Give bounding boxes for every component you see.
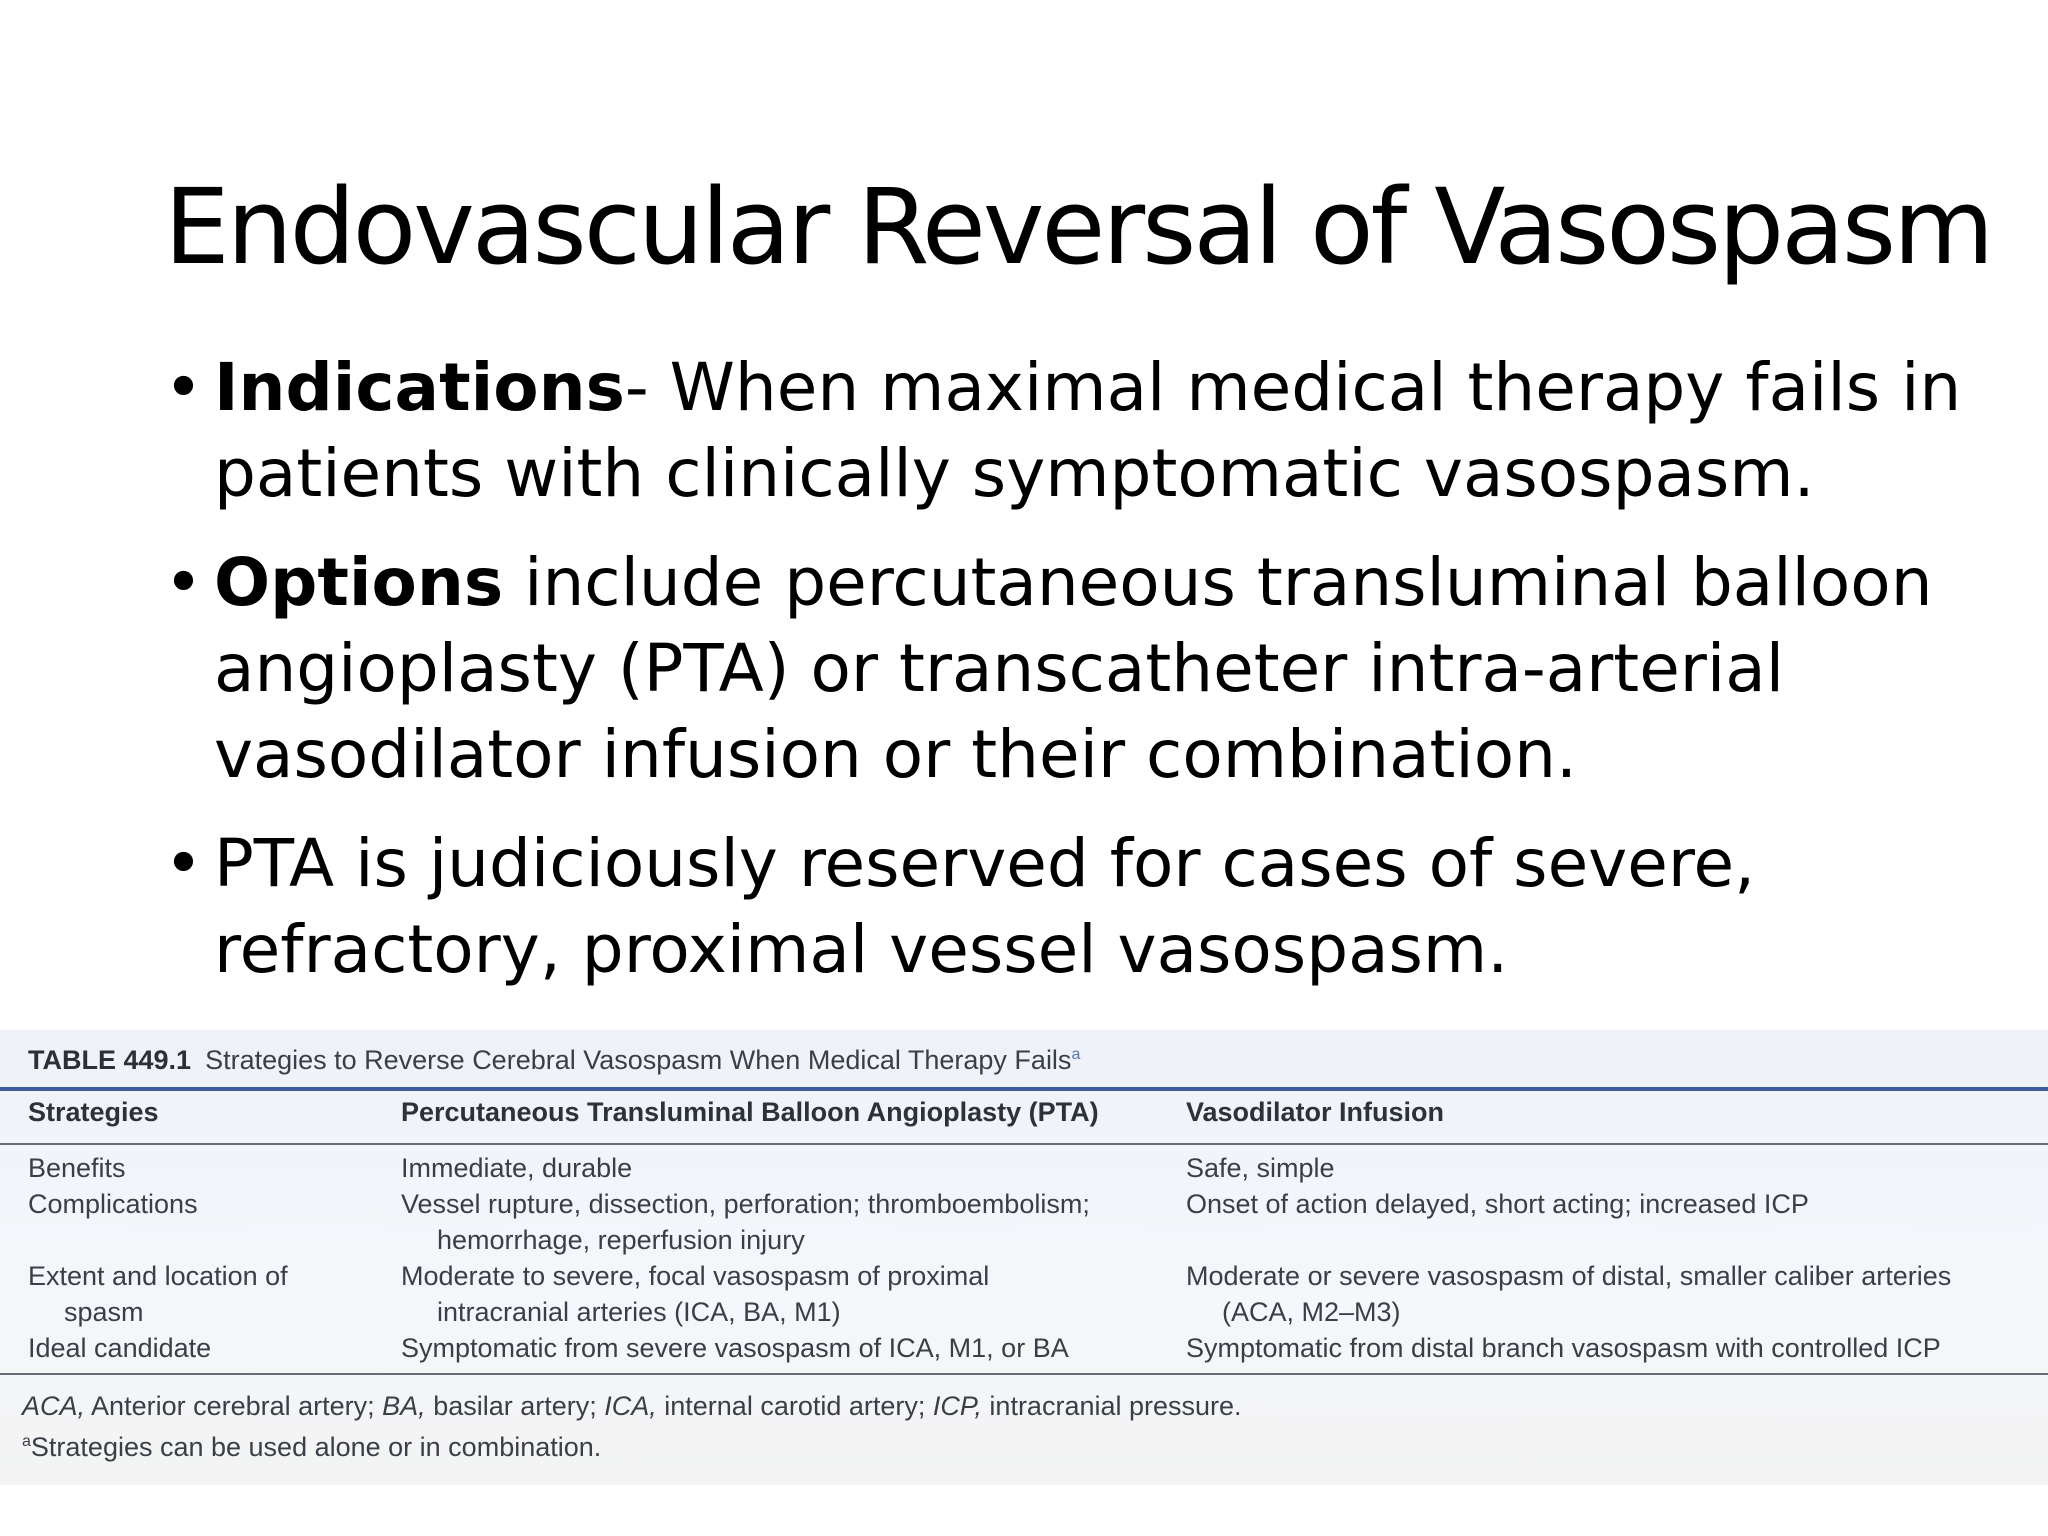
cell-pta: Moderate to severe, focal vasospasm of proximal [401,1261,990,1291]
table-bottom-rule [0,1373,2048,1375]
cell-pta: Vessel rupture, dissection, perforation; thromboembolism; [401,1189,1090,1219]
footnote-def: intracranial pressure. [981,1391,1242,1421]
bullet-item-pta [164,821,1964,993]
footnote-abbr: ICP, [932,1391,982,1421]
table-caption-text: Strategies to Reverse Cerebral Vasospasm When Medical Therapy Fails [205,1045,1072,1075]
footnote-def: basilar artery; [425,1391,605,1421]
footnote-abbr: BA, [382,1391,426,1421]
bullet-text: include percutaneous transluminal balloon angioplasty (PTA) or transcatheter intra-arterial vasodilator infusion or their combination. [214,544,1933,793]
cell-strategy: Extent and location of [28,1261,288,1291]
bullet-text: - When maximal medical therapy fails in patients with clinically symptomatic vasospasm. [214,349,1962,512]
cell-strategy: Ideal candidate [28,1333,212,1363]
bullet-text: PTA is judiciously reserved for cases of severe, refractory, proximal vessel vasospasm. [214,825,1756,988]
strategies-table [0,1030,2048,1485]
cell-vasodilator: Symptomatic from distal branch vasospasm with controlled ICP [1186,1333,1941,1363]
footnote-def: internal carotid artery; [656,1391,933,1421]
cell-strategy: Benefits [28,1153,126,1183]
table-header-rule [0,1143,2048,1145]
footnote-abbr: ICA, [604,1391,657,1421]
cell-pta: Immediate, durable [401,1153,633,1183]
bullet-bold-term: Indications [214,349,625,426]
table-caption [28,1045,1080,1076]
cell-strategy: spasm [64,1297,144,1327]
footnote-abbreviations [22,1388,1242,1424]
cell-pta: intracranial arteries (ICA, BA, M1) [437,1297,841,1327]
bullet-list [164,345,1964,1016]
bullet-dot-icon: • [164,825,203,902]
footnote-strategies [22,1424,1242,1465]
table-footnotes [22,1388,1242,1465]
cell-strategy: Complications [28,1189,198,1219]
cell-vasodilator: Moderate or severe vasospasm of distal, smaller caliber arteries [1186,1261,1952,1291]
header-strategies: Strategies [28,1097,159,1127]
bullet-bold-term: Options [214,544,504,621]
bullet-item-options [164,540,1964,798]
table-top-rule [0,1087,2048,1091]
cell-pta: hemorrhage, reperfusion injury [437,1225,805,1255]
cell-pta: Symptomatic from severe vasospasm of ICA, M1, or BA [401,1333,1069,1363]
header-vasodilator: Vasodilator Infusion [1186,1097,1445,1127]
footnote-mark: a [22,1433,31,1450]
header-pta: Percutaneous Transluminal Balloon Angioplasty (PTA) [401,1097,1099,1127]
slide-title: Endovascular Reversal of Vasospasm [164,166,1992,288]
footnote-text: Strategies can be used alone or in combination. [30,1432,602,1462]
footnote-abbr: ACA, [22,1391,86,1421]
cell-vasodilator: (ACA, M2–M3) [1222,1297,1401,1327]
bullet-dot-icon: • [164,544,203,621]
table-label: TABLE 449.1 [28,1045,192,1075]
cell-vasodilator: Safe, simple [1186,1153,1335,1183]
table-caption-footnote-mark: a [1071,1046,1081,1063]
cell-vasodilator: Onset of action delayed, short acting; increased ICP [1186,1189,1809,1219]
bullet-item-indications [164,345,1964,517]
footnote-def: Anterior cerebral artery; [85,1391,383,1421]
bullet-dot-icon: • [164,349,203,426]
